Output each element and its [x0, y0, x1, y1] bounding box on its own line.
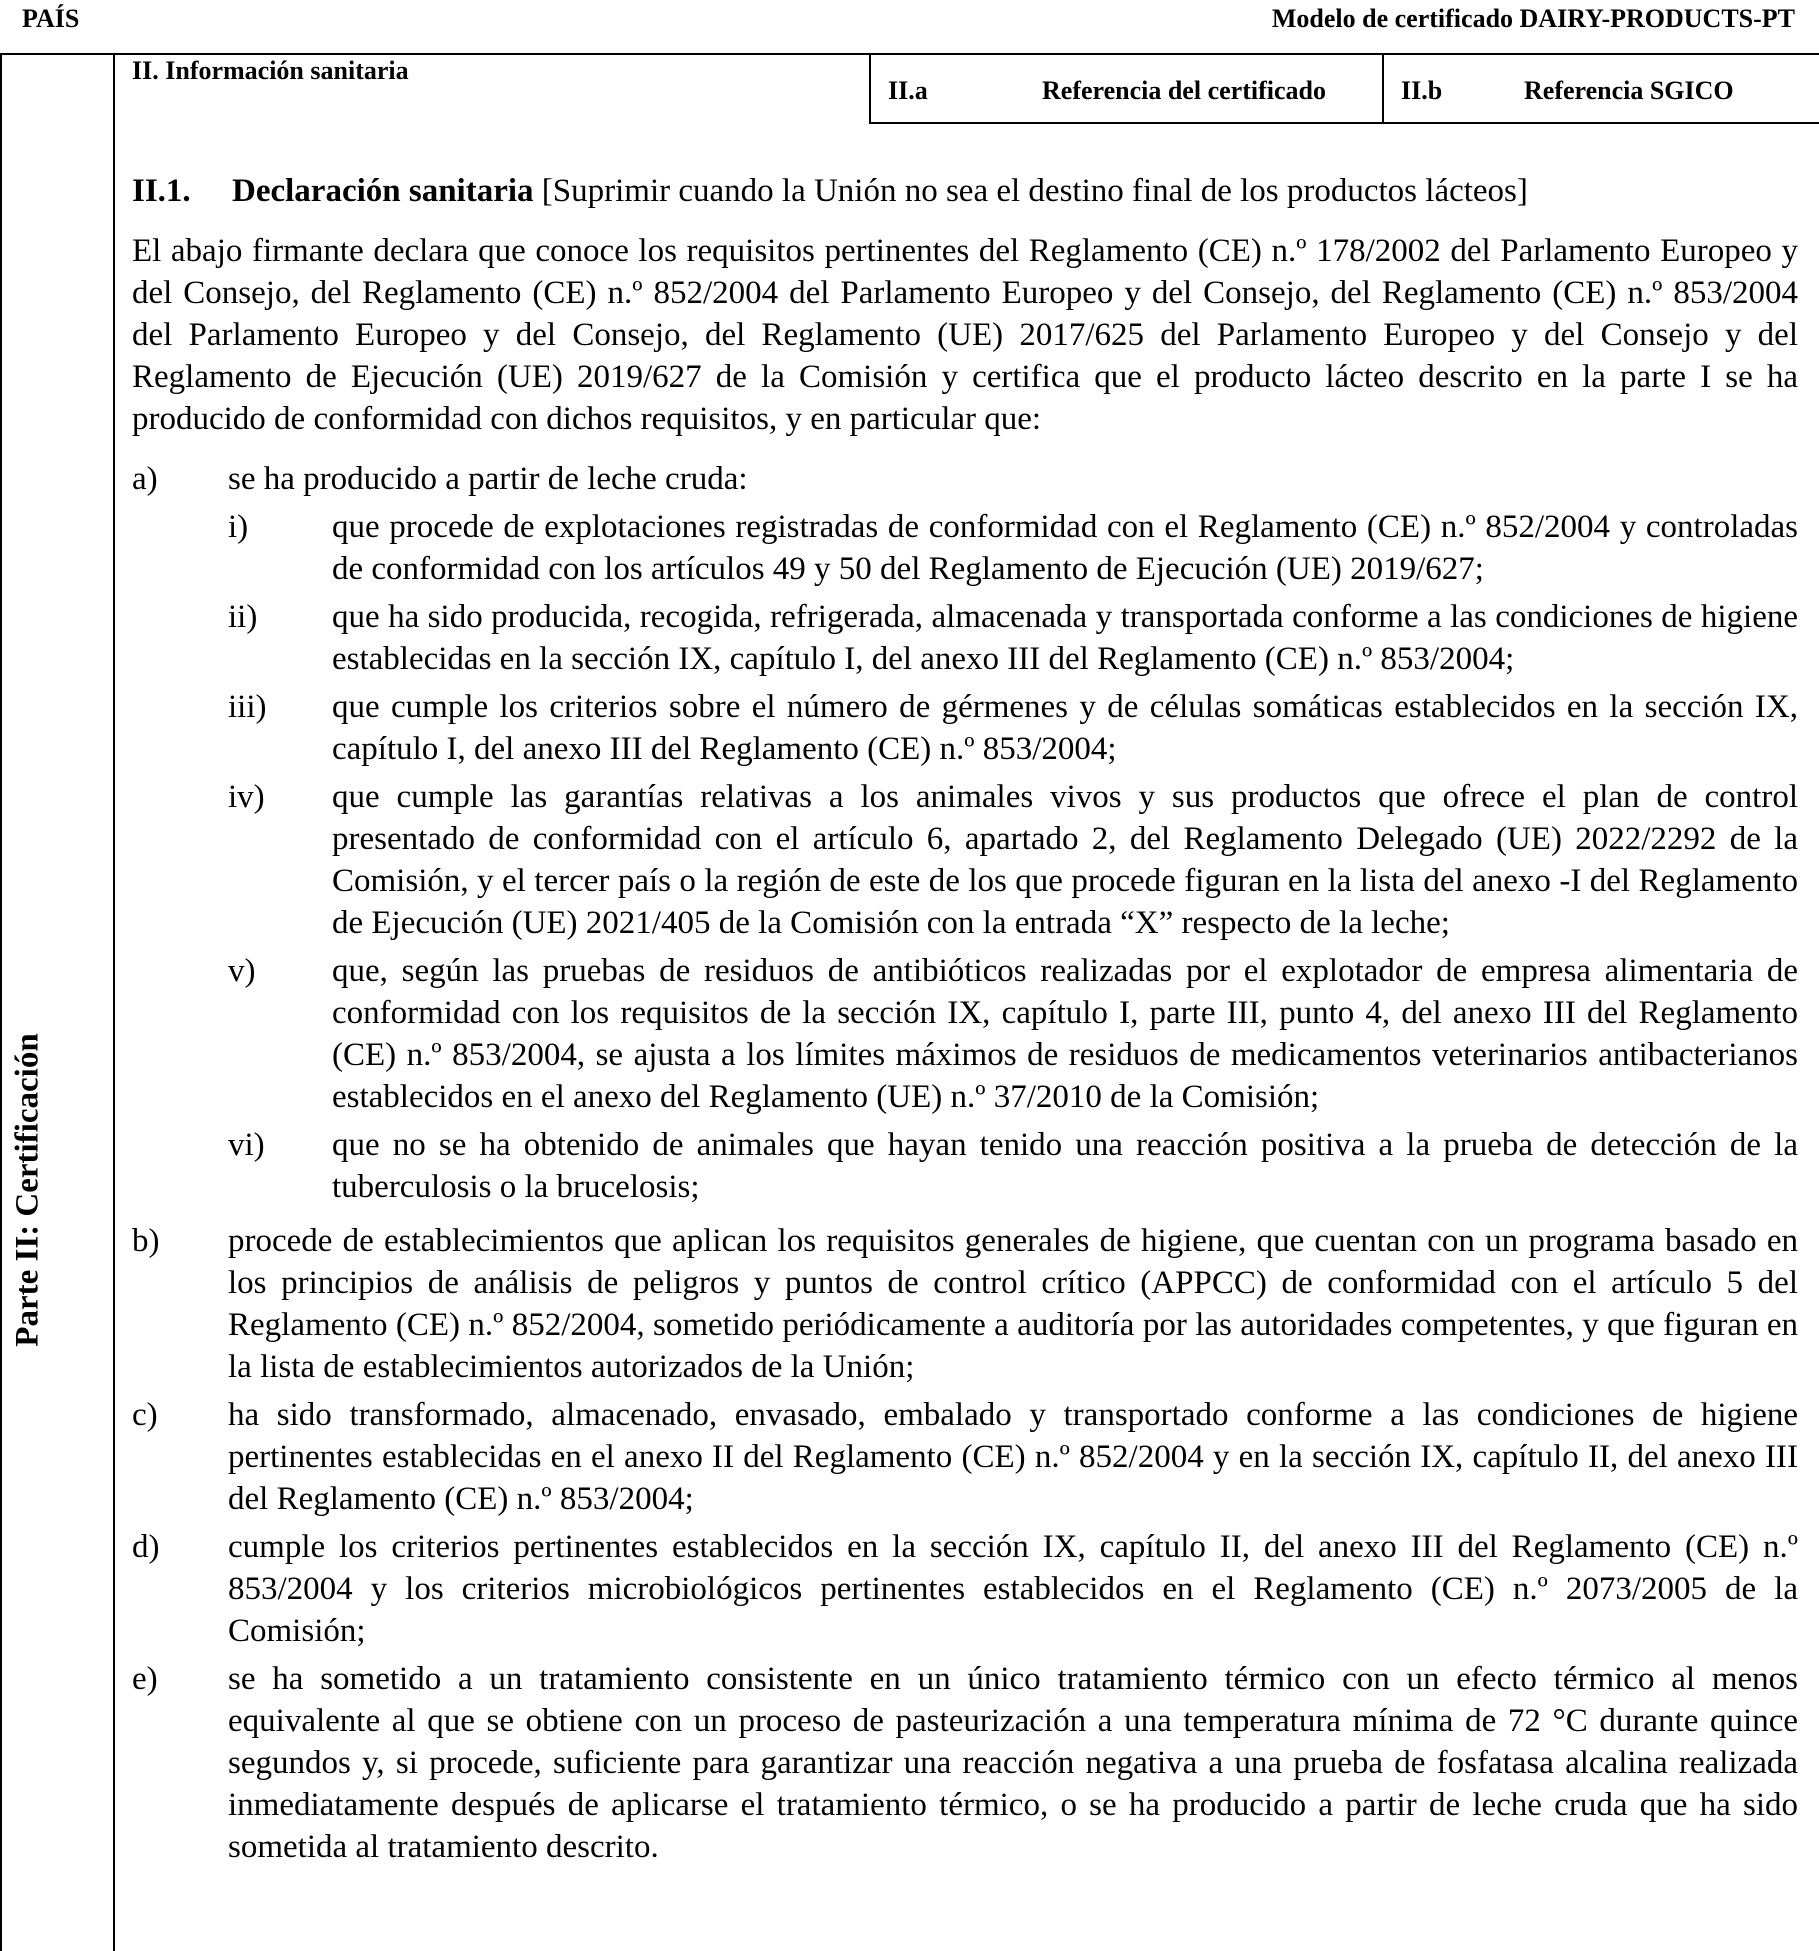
section-number: II.1. — [132, 173, 191, 209]
subitem-iii-text: que cumple los criterios sobre el número de gérmenes y de células somáticas establecidos en la sección IX, capítulo I, del anexo III del Reglamento (CE) n.º 853/2004; — [332, 689, 1798, 767]
item-d-text: cumple los criterios pertinentes establecidos en la sección IX, capítulo II, del anexo III del Reglamento (CE) n.º 853/2004 y los criterios microbiológicos pertinentes establecidos en el Reglamento (CE) n.º 2073/2005 de la Comisión; — [228, 1529, 1798, 1649]
item-c-label: c) — [132, 1397, 158, 1433]
subitem-iii — [228, 686, 1798, 770]
item-b-text: procede de establecimientos que aplican los requisitos generales de higiene, que cuentan con un programa basado en los principios de análisis de peligros y puntos de control crítico (APPCC) de conformidad con el artículo 5 del Reglamento (CE) n.º 852/2004, sometido periódicamente a auditoría por las autoridades competentes, y que figuran en la lista de establecimientos autorizados de la Unión; — [228, 1223, 1798, 1385]
subitem-vi-text: que no se ha obtenido de animales que hayan tenido una reacción positiva a la prueba de detección de la tuberculosis o la brucelosis; — [332, 1127, 1798, 1205]
column-divider — [113, 53, 115, 1951]
subitem-ii-text: que ha sido producida, recogida, refrigerada, almacenada y transportada conforme a las condiciones de higiene establecidas en la sección IX, capítulo I, del anexo III del Reglamento (CE) n.º 853/2004; — [332, 599, 1798, 677]
item-c-text: ha sido transformado, almacenado, envasado, embalado y transportado conforme a las condiciones de higiene pertinentes establecidas en el anexo II del Reglamento (CE) n.º 852/2004 y en la sección IX, capítulo II, del anexo III del Reglamento (CE) n.º 853/2004; — [228, 1397, 1798, 1517]
subitem-v — [228, 950, 1798, 1118]
item-e — [132, 1658, 1798, 1868]
subitem-ii-label: ii) — [228, 599, 258, 635]
subitem-i — [228, 506, 1798, 590]
item-d-label: d) — [132, 1529, 160, 1565]
section-title: Declaración sanitaria — [232, 173, 534, 209]
item-d — [132, 1526, 1798, 1652]
subitem-iv — [228, 776, 1798, 944]
top-border — [0, 53, 1819, 55]
certification-content — [132, 170, 1798, 1874]
item-c — [132, 1394, 1798, 1520]
subitem-v-text: que, según las pruebas de residuos de antibióticos realizadas por el explotador de empresa alimentaria de conformidad con los requisitos de la sección IX, capítulo I, parte III, punto 4, del anexo III del Reglamento (CE) n.º 853/2004, se ajusta a los límites máximos de residuos de medicamentos veterinarios antibacterianos establecidos en el anexo del Reglamento (UE) n.º 37/2010 de la Comisión; — [332, 953, 1798, 1115]
subitem-iv-label: iv) — [228, 779, 265, 815]
item-a — [132, 458, 1798, 1214]
item-a-label: a) — [132, 461, 158, 497]
reference-box-bottom-border — [869, 122, 1819, 124]
subitem-vi — [228, 1124, 1798, 1208]
subitem-iii-label: iii) — [228, 689, 267, 725]
reference-box-left-border — [869, 53, 871, 123]
item-b-label: b) — [132, 1223, 160, 1259]
declaration-title — [132, 170, 1798, 212]
iib-code: II.b — [1401, 76, 1443, 105]
item-a-body — [228, 458, 1798, 1214]
declaration-intro: El abajo firmante declara que conoce los requisitos pertinentes del Reglamento (CE) n.º 178/2002 del Parlamento Europeo y del Consejo, del Reglamento (CE) n.º 852/2004 del Parlamento Europeo y del Consejo, del Reglamento (CE) n.º 853/2004 del Parlamento Europeo y del Consejo, del Reglamento (UE) 2017/625 del Parlamento Europeo y del Consejo y del Reglamento de Ejecución (UE) 2019/627 de la Comisión y certifica que el producto lácteo descrito en la parte I se ha producido de conformidad con dichos requisitos, y en particular que: — [132, 233, 1798, 437]
subitem-i-label: i) — [228, 509, 249, 545]
section-note: [Suprimir cuando la Unión no sea el destino final de los productos lácteos] — [533, 173, 1528, 209]
sgico-reference-label: Referencia SGICO — [1524, 76, 1734, 105]
section-heading: II. Información sanitaria — [132, 56, 409, 85]
subitem-vi-label: vi) — [228, 1127, 265, 1163]
item-e-text: se ha sometido a un tratamiento consistente en un único tratamiento térmico con un efecto térmico al menos equivalente al que se obtiene con un proceso de pasteurización a una temperatura mínima de 72 °C durante quince segundos y, si procede, suficiente para garantizar una reacción negativa a una prueba de fosfatasa alcalina realizada inmediatamente después de aplicarse el tratamiento térmico, o se ha producido a partir de leche cruda que ha sido sometida al tratamiento descrito. — [228, 1661, 1798, 1865]
subitem-ii — [228, 596, 1798, 680]
country-label: PAÍS — [22, 4, 80, 33]
subitem-iv-text: que cumple las garantías relativas a los animales vivos y sus productos que ofrece el plan de control presentado de conformidad con el artículo 6, apartado 2, del Reglamento Delegado (UE) 2022/2292 de la Comisión, y el tercer país o la región de este de los que procede figuran en la lista del anexo -I del Reglamento de Ejecución (UE) 2021/405 de la Comisión con la entrada “X” respecto de la leche; — [332, 779, 1798, 941]
item-b — [132, 1220, 1798, 1388]
side-label-text: Parte II: Certificación — [9, 1033, 46, 1347]
certificate-model-label: Modelo de certificado DAIRY-PRODUCTS-PT — [1271, 4, 1795, 33]
item-e-label: e) — [132, 1661, 158, 1697]
iia-code: II.a — [888, 76, 928, 105]
item-a-text: se ha producido a partir de leche cruda: — [228, 461, 748, 497]
subitem-v-label: v) — [228, 953, 256, 989]
left-border — [0, 53, 2, 1951]
reference-box-divider — [1382, 53, 1384, 123]
subitem-i-text: que procede de explotaciones registradas de conformidad con el Reglamento (CE) n.º 852/2004 y controladas de conformidad con los artículos 49 y 50 del Reglamento de Ejecución (UE) 2019/627; — [332, 509, 1798, 587]
certificate-reference-label: Referencia del certificado — [1042, 76, 1326, 105]
